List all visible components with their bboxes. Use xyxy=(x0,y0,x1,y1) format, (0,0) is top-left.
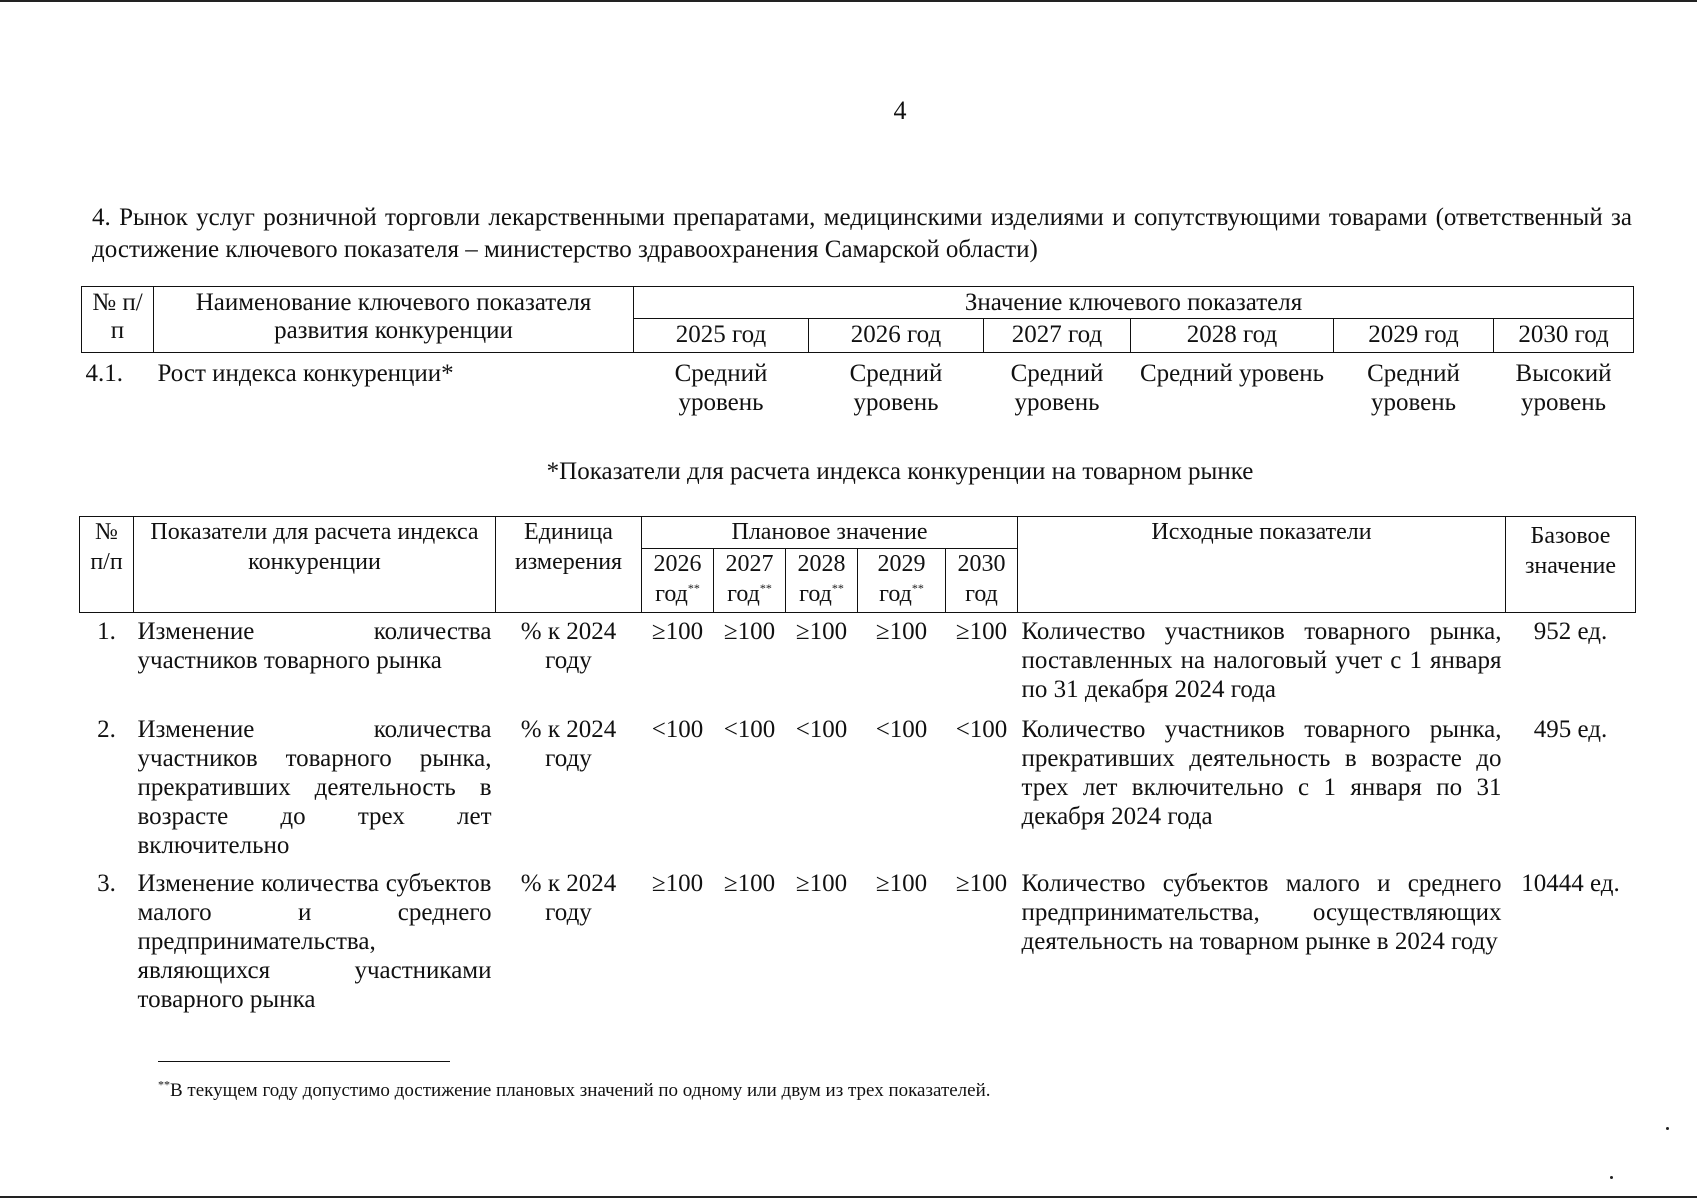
plan-year xyxy=(858,549,946,613)
row-num: 1. xyxy=(97,618,116,645)
kpi-year: 2030 год xyxy=(1494,319,1634,353)
row-plan: <100 xyxy=(875,715,928,743)
kpi-header-value: Значение ключевого показателя xyxy=(634,287,1634,319)
plan-year-number: 2028 xyxy=(797,551,846,577)
calc-header-num: № п/п xyxy=(80,517,134,613)
row-num: 3. xyxy=(97,869,116,897)
kpi-value: Средний уровень xyxy=(674,360,768,416)
plan-year-suffix: год xyxy=(879,581,912,607)
calc-header-source: Исходные показатели xyxy=(1018,517,1506,613)
calc-table xyxy=(79,516,1636,1015)
plan-year-suffix: год xyxy=(799,581,832,607)
footnote-text: В текущем году допустимо достижение плановых значений по одному или двум из трех показателей. xyxy=(170,1080,991,1101)
row-unit: % к 2024 году xyxy=(520,618,617,674)
page-number: 4 xyxy=(893,96,907,125)
kpi-value: Средний уровень xyxy=(849,360,943,416)
plan-year xyxy=(946,549,1018,613)
row-base: 495 ед. xyxy=(1533,715,1608,743)
kpi-value: Средний уровень xyxy=(1010,360,1104,416)
row-plan: ≥100 xyxy=(723,618,776,645)
calc-header-base: Базовое значение xyxy=(1506,517,1636,613)
kpi-year: 2025 год xyxy=(634,319,809,353)
row-plan: ≥100 xyxy=(955,869,1008,897)
row-source: Количество участников товарного рынка, поставленных на налоговый учет с 1 января по 31 декабря 2024 года xyxy=(1021,618,1502,703)
plan-year-number: 2029 xyxy=(877,551,926,577)
row-num: 2. xyxy=(97,715,116,743)
row-plan: <100 xyxy=(795,715,848,743)
kpi-year: 2028 год xyxy=(1131,319,1334,353)
row-plan: <100 xyxy=(955,715,1008,743)
row-plan: ≥100 xyxy=(795,869,848,897)
plan-year-suffix: год xyxy=(965,581,998,607)
kpi-year: 2027 год xyxy=(984,319,1131,353)
kpi-year: 2026 год xyxy=(809,319,984,353)
row-plan: <100 xyxy=(723,715,776,743)
row-plan: ≥100 xyxy=(723,869,776,897)
kpi-value: Высокий уровень xyxy=(1515,360,1612,416)
scan-speck xyxy=(1610,1176,1613,1179)
calc-header-plan: Плановое значение xyxy=(642,517,1018,549)
plan-year xyxy=(714,549,786,613)
row-plan: ≥100 xyxy=(651,869,704,897)
kpi-row-name: Рост индекса конкуренции* xyxy=(157,360,454,387)
kpi-row-num: 4.1. xyxy=(85,360,123,387)
table-row xyxy=(80,865,1636,1015)
calc-caption: *Показатели для расчета индекса конкуренции на товарном рынке xyxy=(546,458,1254,485)
row-source: Количество субъектов малого и среднего предпринимательства, осуществляющих деятельность на товарном рынке в 2024 году xyxy=(1021,869,1502,955)
kpi-year: 2029 год xyxy=(1334,319,1494,353)
row-base: 952 ед. xyxy=(1533,618,1608,645)
row-indicator: Изменение количества участников товарного рынка xyxy=(137,618,492,674)
table-row xyxy=(80,613,1636,711)
plan-year-number: 2026 xyxy=(653,551,702,577)
row-base: 10444 ед. xyxy=(1521,869,1620,897)
plan-year-mark: ** xyxy=(759,581,772,595)
kpi-header-num: № п/п xyxy=(82,287,154,353)
row-plan: ≥100 xyxy=(955,618,1008,645)
calc-header-unit: Единица измерения xyxy=(496,517,642,613)
kpi-value: Средний уровень xyxy=(1139,360,1325,387)
scan-speck xyxy=(1666,1127,1669,1130)
section-heading: 4. Рынок услуг розничной торговли лекарственными препаратами, медицинскими изделиями и сопутствующими товарами (ответственный за достижение ключевого показателя – министерство здравоохранения Самарской области) xyxy=(92,204,1632,263)
row-unit: % к 2024 году xyxy=(520,869,617,926)
plan-year-mark: ** xyxy=(911,581,924,595)
row-indicator: Изменение количества участников товарного рынка, прекративших деятельность в возрасте до трех лет включительно xyxy=(137,715,492,859)
plan-year-mark: ** xyxy=(687,581,700,595)
plan-year xyxy=(786,549,858,613)
row-plan: ≥100 xyxy=(875,869,928,897)
kpi-value: Средний уровень xyxy=(1367,360,1460,416)
row-plan: <100 xyxy=(651,715,704,743)
row-plan: ≥100 xyxy=(875,618,928,645)
bottom-edge-line xyxy=(0,1196,1697,1198)
row-plan: ≥100 xyxy=(651,618,704,645)
table-row xyxy=(80,711,1636,865)
row-indicator: Изменение количества субъектов малого и среднего предпринимательства, являющихся участниками товарного рынка xyxy=(137,869,492,1013)
row-unit: % к 2024 году xyxy=(520,715,617,772)
plan-year-mark: ** xyxy=(831,581,844,595)
calc-header-indicator: Показатели для расчета индекса конкуренции xyxy=(134,517,496,613)
row-source: Количество участников товарного рынка, прекративших деятельность в возрасте до трех лет включительно с 1 января по 31 декабря 2024 года xyxy=(1021,715,1502,830)
footnote-mark: ** xyxy=(158,1077,170,1092)
footnote-rule xyxy=(158,1061,450,1062)
kpi-table xyxy=(81,286,1634,417)
top-edge-line xyxy=(0,0,1697,2)
plan-year-suffix: год xyxy=(655,581,688,607)
plan-year-number: 2030 xyxy=(957,551,1006,577)
footnote xyxy=(158,1077,991,1102)
kpi-header-name: Наименование ключевого показателя развития конкуренции xyxy=(154,287,634,353)
kpi-row xyxy=(82,353,1634,418)
plan-year-suffix: год xyxy=(727,581,760,607)
row-plan: ≥100 xyxy=(795,618,848,645)
plan-year-number: 2027 xyxy=(725,551,774,577)
plan-year xyxy=(642,549,714,613)
